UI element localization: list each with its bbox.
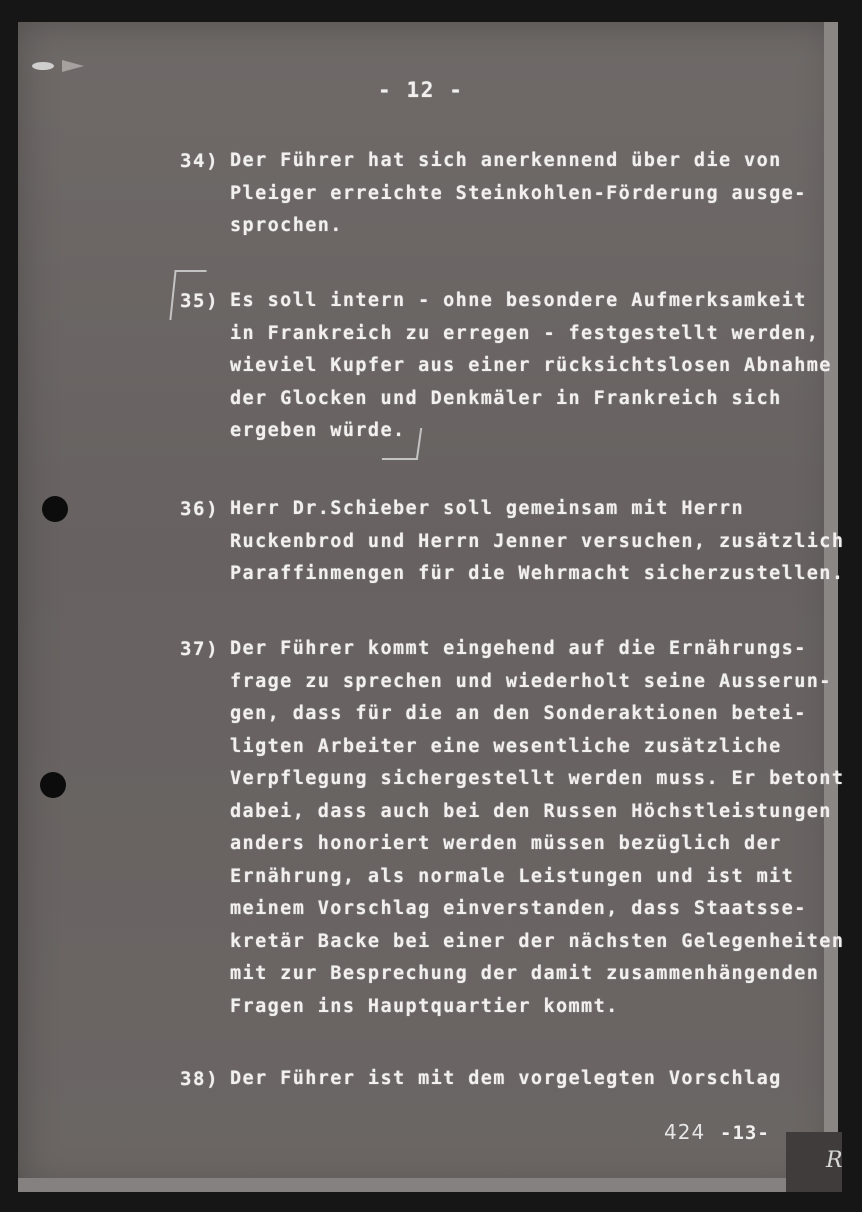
page-bottom-edge xyxy=(18,1178,838,1192)
text-line: Der Führer ist mit dem vorgelegten Vorschlag xyxy=(230,1068,782,1089)
text-line: wieviel Kupfer aus einer rücksichtslosen Abnahme xyxy=(230,355,832,376)
page-number: - 12 - xyxy=(378,78,464,102)
text-line: Verpflegung sichergestellt werden muss. Er betont xyxy=(230,768,845,789)
text-line: Es soll intern - ohne besondere Aufmerksamkeit xyxy=(230,290,807,311)
item-text xyxy=(230,638,845,1028)
corner-mark: R xyxy=(826,1148,843,1173)
text-line: Paraffinmengen für die Wehrmacht sicherzustellen. xyxy=(230,563,845,584)
text-line: ergeben würde. xyxy=(230,420,406,441)
item-number: 34) xyxy=(180,150,220,172)
text-line: Pleiger erreichte Steinkohlen-Förderung ausge- xyxy=(230,182,807,204)
text-line: Der Führer kommt eingehend auf die Ernährungs- xyxy=(230,638,807,659)
text-line: in Frankreich zu erregen - festgestellt werden, xyxy=(230,322,820,344)
text-line: Herr Dr.Schieber soll gemeinsam mit Herrn xyxy=(230,498,745,519)
text-line: frage zu sprechen und wiederholt seine Ausserun- xyxy=(230,670,832,692)
item-number: 35) xyxy=(180,290,220,312)
item-number: 36) xyxy=(180,498,220,520)
text-line: gen, dass für die an den Sonderaktionen betei- xyxy=(230,703,807,724)
text-line: kretär Backe bei einer der nächsten Gelegenheiten xyxy=(230,930,845,952)
punch-hole xyxy=(40,772,66,798)
archive-number: 424 xyxy=(664,1120,706,1144)
text-line: ligten Arbeiter eine wesentliche zusätzliche xyxy=(230,735,782,757)
smudge-mark xyxy=(32,62,54,70)
text-line: sprochen. xyxy=(230,215,343,236)
text-line: dabei, dass auch bei den Russen Höchstleistungen xyxy=(230,800,832,822)
text-line: Fragen ins Hauptquartier kommt. xyxy=(230,995,619,1017)
text-line: anders honoriert werden müssen bezüglich der xyxy=(230,833,782,854)
item-text xyxy=(230,498,845,596)
pencil-end-mark xyxy=(382,428,422,460)
item-text xyxy=(230,150,836,248)
text-line: Der Führer hat sich anerkennend über die von xyxy=(230,150,782,171)
text-line: meinem Vorschlag einverstanden, dass Staatsse- xyxy=(230,898,807,919)
text-line: mit zur Besprechung der damit zusammenhängenden xyxy=(230,963,820,984)
text-line: der Glocken und Denkmäler in Frankreich sich xyxy=(230,387,782,409)
text-line: Ruckenbrod und Herrn Jenner versuchen, zusätzlich xyxy=(230,530,845,552)
item-text xyxy=(230,1068,836,1101)
punch-hole xyxy=(42,496,68,522)
item-number: 37) xyxy=(180,638,220,660)
text-line: Ernährung, als normale Leistungen und ist mit xyxy=(230,865,795,887)
arrow-smudge-icon xyxy=(62,60,84,72)
next-page-marker: -13- xyxy=(720,1122,770,1144)
item-text xyxy=(230,290,836,453)
item-number: 38) xyxy=(180,1068,220,1090)
